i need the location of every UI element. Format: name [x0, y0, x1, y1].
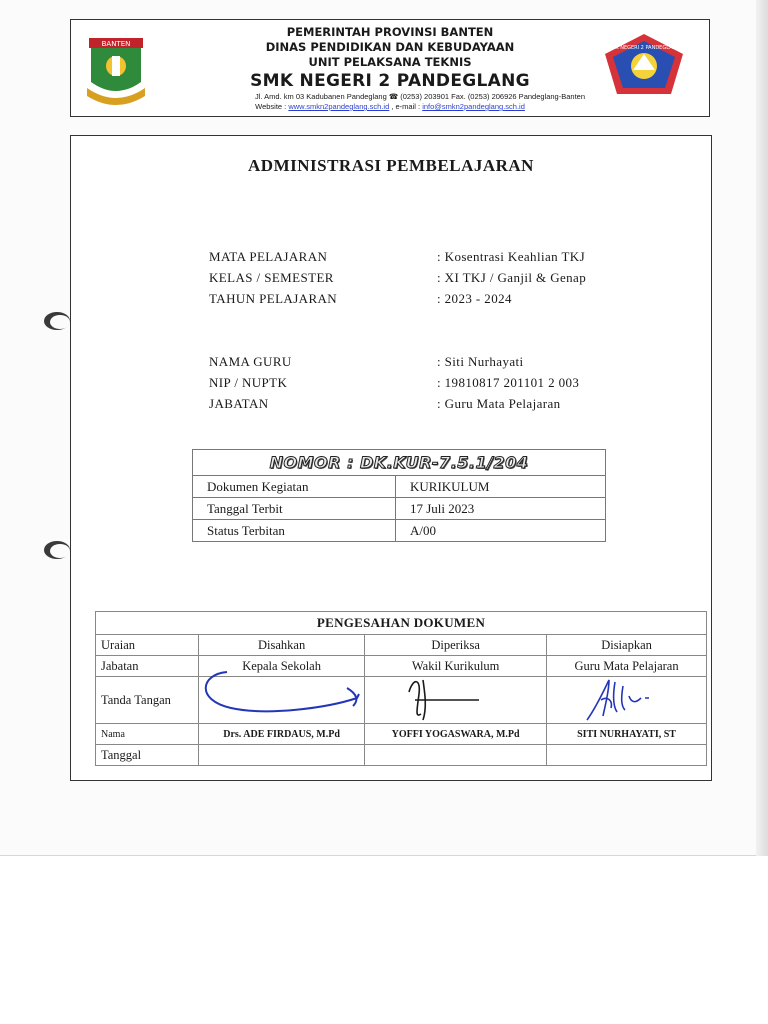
nama-label: Nama — [96, 724, 199, 745]
column-header: Disiapkan — [547, 635, 707, 656]
table-row — [193, 520, 606, 542]
info-label: KELAS / SEMESTER — [209, 270, 334, 285]
info-label: MATA PELAJARAN — [209, 249, 328, 264]
punch-hole-icon — [44, 541, 70, 559]
table-key: Tanggal Terbit — [193, 498, 396, 520]
info-row — [209, 393, 689, 414]
info-label: JABATAN — [209, 396, 269, 411]
info-row — [209, 246, 689, 267]
signer-name: Drs. ADE FIRDAUS, M.Pd — [199, 724, 365, 745]
website-link[interactable]: www.smkn2pandeglang.sch.id — [288, 102, 390, 111]
column-header: Disahkan — [199, 635, 365, 656]
table-value: A/00 — [396, 520, 606, 542]
info-value: : 2023 - 2024 — [437, 291, 512, 306]
date-cell — [547, 745, 707, 766]
letterhead-line2: DINAS PENDIDIKAN DAN KEBUDAYAAN — [265, 40, 515, 54]
info-value: : Guru Mata Pelajaran — [437, 396, 561, 411]
table-value: 17 Juli 2023 — [396, 498, 606, 520]
document-number: NOMOR : DK.KUR-7.5.1/204 — [193, 450, 606, 476]
signature-kepala-sekolah — [197, 664, 367, 720]
school-name: SMK NEGERI 2 PANDEGLANG — [250, 71, 530, 91]
subject-info — [209, 246, 689, 309]
letterhead — [70, 19, 710, 117]
table-row — [96, 635, 707, 656]
website-label: Website : — [255, 102, 289, 111]
signer-name: SITI NURHAYATI, ST — [547, 724, 707, 745]
info-row — [209, 351, 689, 372]
signature-guru — [583, 676, 663, 722]
school-contact — [71, 102, 709, 112]
paper-edge-shadow — [756, 0, 768, 856]
info-value: : XI TKJ / Ganjil & Genap — [437, 270, 587, 285]
table-row — [193, 476, 606, 498]
school-logo-icon — [603, 32, 685, 96]
ttd-label: Tanda Tangan — [96, 677, 199, 724]
signature-wakil-kurikulum — [401, 674, 491, 726]
table-row — [96, 745, 707, 766]
table-row — [193, 498, 606, 520]
email-link[interactable]: info@smkn2pandeglang.sch.id — [422, 102, 525, 111]
punch-hole-icon — [44, 312, 70, 330]
jabatan-value: Wakil Kurikulum — [365, 656, 547, 677]
letterhead-line3: UNIT PELAKSANA TEKNIS — [308, 55, 472, 69]
table-row — [96, 724, 707, 745]
table-key: Dokumen Kegiatan — [193, 476, 396, 498]
table-value: KURIKULUM — [396, 476, 606, 498]
document-frame — [70, 135, 712, 781]
column-header: Diperiksa — [365, 635, 547, 656]
tanggal-label: Tanggal — [96, 745, 199, 766]
approval-title: PENGESAHAN DOKUMEN — [96, 612, 707, 635]
jabatan-value: Guru Mata Pelajaran — [547, 656, 707, 677]
date-cell — [199, 745, 365, 766]
school-address: Jl. Amd. km 03 Kadubanen Pandeglang ☎ (0253) 203901 Fax. (0253) 206926 Pandeglang-Banten — [255, 92, 585, 101]
info-label: NIP / NUPTK — [209, 375, 288, 390]
date-cell — [365, 745, 547, 766]
info-value: : Kosentrasi Keahlian TKJ — [437, 249, 586, 264]
email-label: , e-mail : — [389, 102, 423, 111]
uraian-label: Uraian — [96, 635, 199, 656]
info-label: NAMA GURU — [209, 354, 292, 369]
info-row — [209, 372, 689, 393]
jabatan-value: Kepala Sekolah — [199, 656, 365, 677]
info-row — [209, 267, 689, 288]
logo-left-text: BANTEN — [101, 40, 131, 48]
info-row — [209, 288, 689, 309]
info-value: : Siti Nurhayati — [437, 354, 524, 369]
document-number-table — [192, 449, 606, 542]
logo-right-text: SMK NEGERI 2 PANDEGLANG — [607, 45, 681, 51]
letterhead-line1: PEMERINTAH PROVINSI BANTEN — [286, 25, 494, 39]
info-value: : 19810817 201101 2 003 — [437, 375, 580, 390]
signer-name: YOFFI YOGASWARA, M.Pd — [365, 724, 547, 745]
document-title: ADMINISTRASI PEMBELAJARAN — [248, 156, 534, 175]
info-label: TAHUN PELAJARAN — [209, 291, 338, 306]
table-key: Status Terbitan — [193, 520, 396, 542]
teacher-info — [209, 351, 689, 414]
jabatan-label: Jabatan — [96, 656, 199, 677]
